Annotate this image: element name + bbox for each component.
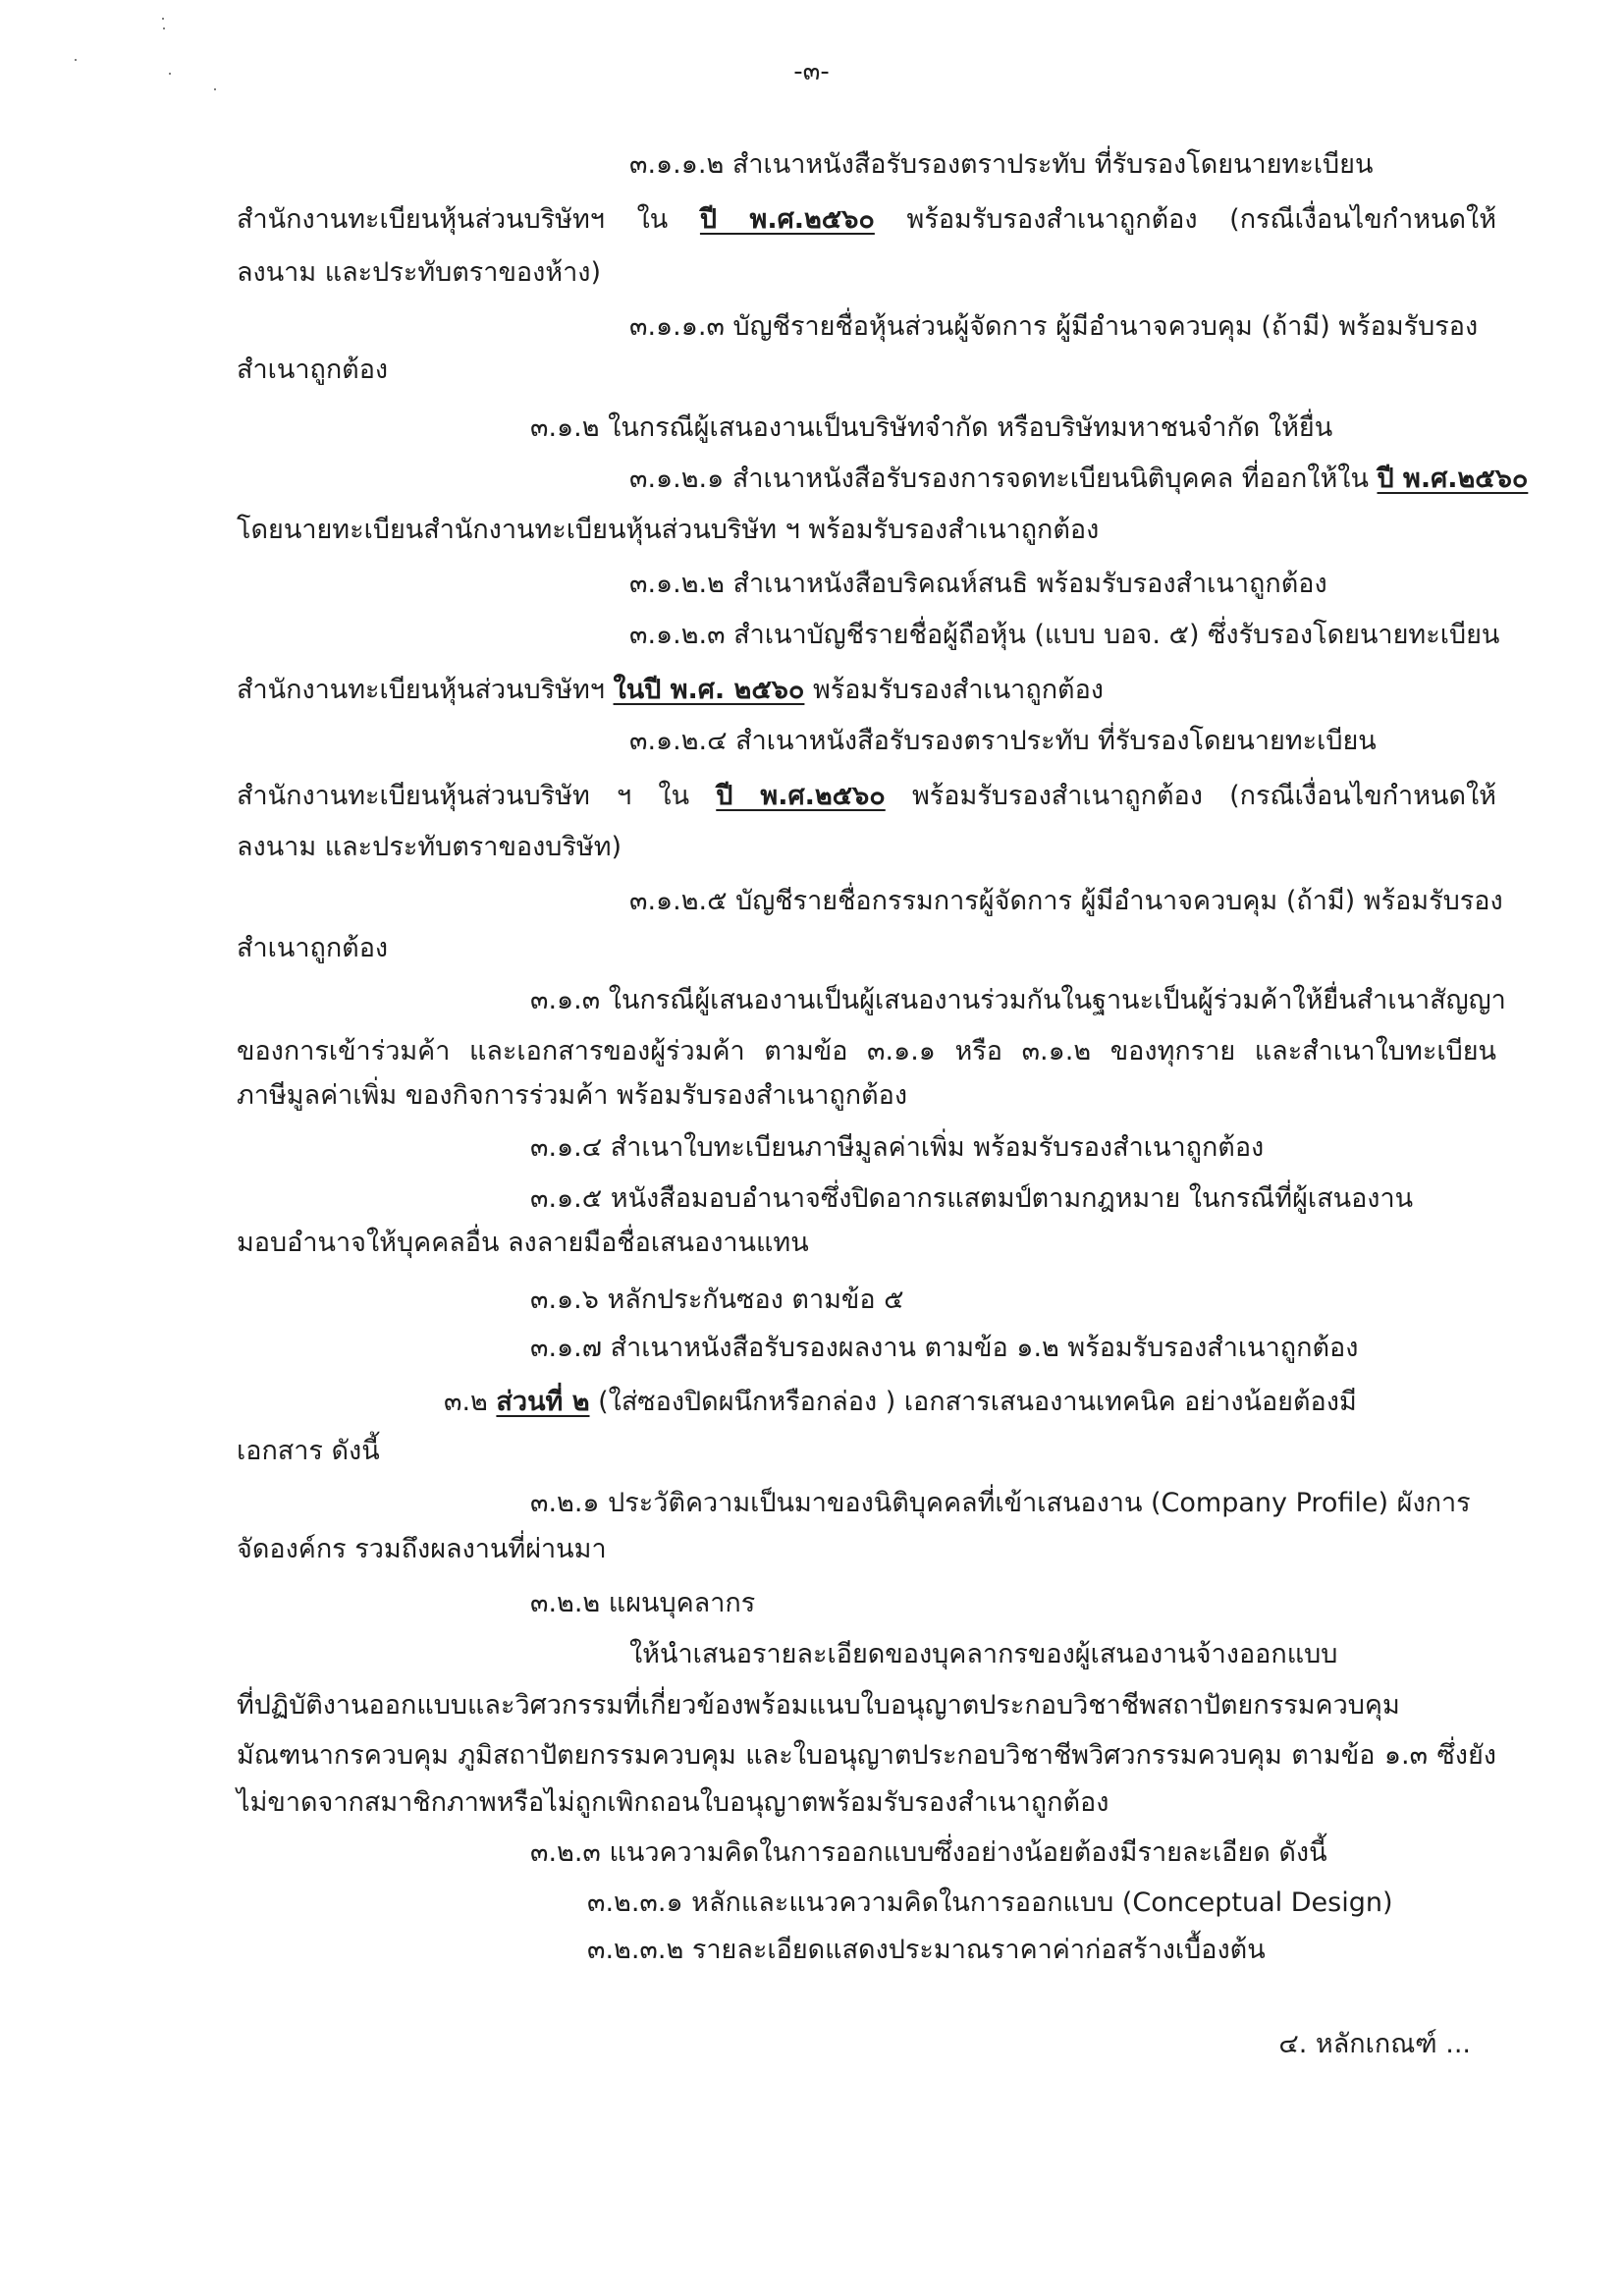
text-line: ๓.๑.๖ หลักประกันซอง ตามข้อ ๕ [530,1285,904,1315]
text-line: ๓.๑.๑.๒ สำเนาหนังสือรับรองตราประทับ ที่รับรองโดยนายทะเบียน [629,149,1374,180]
text-line: ๓.๑.๑.๓ บัญชีรายชื่อหุ้นส่วนผู้จัดการ ผู้มีอำนาจควบคุม (ถ้ามี) พร้อมรับรอง [629,311,1479,342]
text-line: เอกสาร ดังนี้ [237,1436,380,1466]
text-line: โดยนายทะเบียนสำนักงานทะเบียนหุ้นส่วนบริษัท ฯ พร้อมรับรองสำเนาถูกต้อง [237,515,1100,545]
text-line: มอบอำนาจให้บุคคลอื่น ลงลายมือชื่อเสนองานแทน [237,1228,809,1258]
text-line: ภาษีมูลค่าเพิ่ม ของกิจการร่วมค้า พร้อมรับรองสำเนาถูกต้อง [237,1080,908,1111]
scan-speck [162,18,164,20]
emphasis-section: ส่วนที่ ๒ [496,1387,590,1417]
text-line: ๓.๑.๒.๕ บัญชีรายชื่อกรรมการผู้จัดการ ผู้มีอำนาจควบคุม (ถ้ามี) พร้อมรับรอง [629,886,1503,916]
emphasis-year: ปี พ.ศ.๒๕๖๐ [1377,464,1529,494]
text-line: ไม่ขาดจากสมาชิกภาพหรือไม่ถูกเพิกถอนใบอนุญาตพร้อมรับรองสำเนาถูกต้อง [237,1787,1109,1818]
text-line: ๓.๒.๓.๒ รายละเอียดแสดงประมาณราคาค่าก่อสร้างเบื้องต้น [587,1935,1266,1965]
emphasis-year: ปี พ.ศ.๒๕๖๐ [699,204,875,235]
text-line: สำนักงานทะเบียนหุ้นส่วนบริษัท ฯ ใน ปี พ.ศ.๒๕๖๐ พร้อมรับรองสำเนาถูกต้อง (กรณีเงื่อนไขกำหนดให้ [237,781,1496,811]
text-line: ๓.๒.๓ แนวความคิดในการออกแบบซึ่งอย่างน้อยต้องมีรายละเอียด ดังนี้ [530,1837,1327,1868]
emphasis-year: ในปี พ.ศ. ๒๕๖๐ [613,675,805,705]
emphasis-year: ปี พ.ศ.๒๕๖๐ [716,781,886,811]
text-line: มัณฑนากรควบคุม ภูมิสถาปัตยกรรมควบคุม และใบอนุญาตประกอบวิชาชีพวิศวกรรมควบคุม ตามข้อ ๑.๓ ซึ่งยัง [237,1740,1496,1771]
text-line: ๓.๑.๒.๒ สำเนาหนังสือบริคณห์สนธิ พร้อมรับรองสำเนาถูกต้อง [629,569,1327,599]
text-line: ๓.๑.๕ หนังสือมอบอำนาจซึ่งปิดอากรแสตมป์ตามกฎหมาย ในกรณีที่ผู้เสนองาน [530,1183,1414,1214]
text-line: ที่ปฏิบัติงานออกแบบและวิศวกรรมที่เกี่ยวข้องพร้อมแนบใบอนุญาตประกอบวิชาชีพสถาปัตยกรรมควบคุม [237,1690,1400,1721]
scan-speck [163,27,165,29]
text-line: ๓.๑.๒.๑ สำเนาหนังสือรับรองการจดทะเบียนนิติบุคคล ที่ออกให้ใน ปี พ.ศ.๒๕๖๐ [629,464,1529,494]
text-line: ลงนาม และประทับตราของห้าง) [237,257,601,288]
text-line: ๓.๑.๔ สำเนาใบทะเบียนภาษีมูลค่าเพิ่ม พร้อมรับรองสำเนาถูกต้อง [530,1132,1265,1163]
text-line: ๓.๑.๓ ในกรณีผู้เสนองานเป็นผู้เสนองานร่วมกันในฐานะเป็นผู้ร่วมค้าให้ยื่นสำเนาสัญญา [530,985,1506,1015]
text-line: สำเนาถูกต้อง [237,355,389,385]
text-line: ของการเข้าร่วมค้า และเอกสารของผู้ร่วมค้า ตามข้อ ๓.๑.๑ หรือ ๓.๑.๒ ของทุกราย และสำเนาใบทะเบียน [237,1036,1496,1066]
text-line: ให้นำเสนอรายละเอียดของบุคลากรของผู้เสนองานจ้างออกแบบ [629,1639,1338,1669]
text-line: ๓.๒.๒ แผนบุคลากร [530,1588,756,1618]
text-line: ๓.๒.๑ ประวัติความเป็นมาของนิติบุคคลที่เข้าเสนองาน (Company Profile) ผังการ [530,1488,1471,1518]
continuation-footer: ๔. หลักเกณฑ์ ... [1278,2029,1471,2059]
text-line: ๓.๑.๒.๔ สำเนาหนังสือรับรองตราประทับ ที่รับรองโดยนายทะเบียน [629,726,1377,756]
text-line: สำเนาถูกต้อง [237,933,389,963]
text-line: ลงนาม และประทับตราของบริษัท) [237,832,622,862]
text-line: จัดองค์กร รวมถึงผลงานที่ผ่านมา [237,1534,607,1564]
text-line: ๓.๑.๒ ในกรณีผู้เสนองานเป็นบริษัทจำกัด หรือบริษัทมหาชนจำกัด ให้ยื่น [530,412,1333,443]
page-number: -๓- [793,57,830,86]
text-line: ๓.๒.๓.๑ หลักและแนวความคิดในการออกแบบ (Conceptual Design) [587,1887,1393,1918]
text-line: สำนักงานทะเบียนหุ้นส่วนบริษัทฯ ใน ปี พ.ศ.๒๕๖๐ พร้อมรับรองสำเนาถูกต้อง (กรณีเงื่อนไขกำหนดให้ [237,204,1496,235]
text-line: ๓.๒ ส่วนที่ ๒ (ใส่ซองปิดผนึกหรือกล่อง ) เอกสารเสนองานเทคนิค อย่างน้อยต้องมี [444,1387,1357,1417]
text-line: สำนักงานทะเบียนหุ้นส่วนบริษัทฯ ในปี พ.ศ. ๒๕๖๐ พร้อมรับรองสำเนาถูกต้อง [237,675,1104,705]
text-line: ๓.๑.๒.๓ สำเนาบัญชีรายชื่อผู้ถือหุ้น (แบบ บอจ. ๕) ซึ่งรับรองโดยนายทะเบียน [629,620,1500,650]
text-line: ๓.๑.๗ สำเนาหนังสือรับรองผลงาน ตามข้อ ๑.๒ พร้อมรับรองสำเนาถูกต้อง [530,1333,1359,1363]
